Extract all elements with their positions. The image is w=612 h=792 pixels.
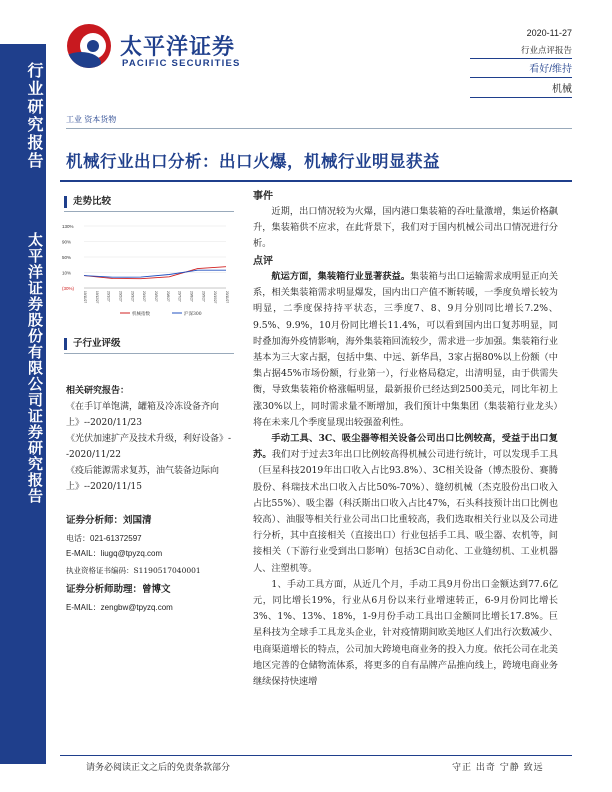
analyst-name: 证券分析师：刘国清 xyxy=(66,515,152,526)
paragraph-containers: 航运方面，集装箱行业显著获益。集装箱与出口运输需求成明显正向关系，相关集装箱需求明显爆发，国内出口产值不断转暖，一季度负增长较为明显，二季度保持持平状态，三季度7、8、9月分别同比增长7.2%、9.5%、9.9%，10月份同比增长11.4%，可以看到国内出口复苏明显，同时叠加海外疫情影响，海外集装箱回流较少，需求进一步加强。集装箱行业基本为三大家占据，包括中集、中远、新华昌，3家占据80%以上份额（中集占据45%市场份额，行业第一），行业格局稳定，出清明显，由于供需失衡，导致集装箱价格涨幅明显，最新报价已经达到2500美元，同比年初上涨30%以上，同时需求量不断增加，我们预计中集集团（集装箱行业龙头）将在未来几个季度显现出较强盈利性。 xyxy=(253,271,559,428)
footer-motto: 守正 出奇 宁静 致远 xyxy=(452,763,544,773)
x-tick-label: 20/3/27 xyxy=(130,291,135,302)
comment-heading: 点评 xyxy=(253,256,273,267)
event-text: 近期，出口情况较为火爆，国内港口集装箱的吞吐量激增，集运价格飙升，集装箱供不应求，在此背景下，我们对于国内机械公司出口情况进行分析。 xyxy=(253,206,558,250)
x-tick-label: 20/8/27 xyxy=(189,291,194,302)
trend-chart xyxy=(60,218,230,318)
brand-name-cn: 太平洋证券 xyxy=(120,34,236,59)
footer-disclaimer: 请务必阅读正文之后的免责条款部分 xyxy=(86,763,231,773)
x-tick-label: 20/1/27 xyxy=(106,291,111,302)
band-title-bottom: 太平洋证券股份有限公司证券研究报告 xyxy=(26,232,44,504)
brand-logo-icon xyxy=(67,24,111,68)
x-tick-label: 20/5/27 xyxy=(154,291,158,302)
related-heading: 相关研究报告： xyxy=(66,386,130,396)
body-text xyxy=(253,269,558,690)
assistant-email[interactable]: E-MAIL：zengbw@tpyzq.com xyxy=(66,603,173,612)
band-title-top: 行业研究报告 xyxy=(25,62,44,170)
x-tick-label: 20/6/27 xyxy=(165,291,170,302)
related-item[interactable]: 《在手订单饱满，罐箱及冷冻设备齐向上》--2020/11/23 xyxy=(66,402,220,428)
analyst-license: 执业资格证书编码：S1190517040001 xyxy=(66,566,201,575)
legend-label: 沪深300 xyxy=(184,312,202,317)
analyst-email[interactable]: E-MAIL：liugq@tpyzq.com xyxy=(66,549,163,558)
sub-rating-heading: 子行业评级 xyxy=(64,335,121,350)
trend-heading: 走势比较 xyxy=(64,193,111,208)
page-title: 机械行业出口分析：出口火爆，机械行业明显获益 xyxy=(66,152,440,171)
analyst-phone: 电话：021-61372597 xyxy=(66,534,142,543)
related-list xyxy=(66,399,238,495)
y-tick-label: (30%) xyxy=(62,286,75,291)
paragraph-tools: 手动工具、3C、吸尘器等相关设备公司出口比例较高，受益于出口复苏。我们对于过去3年出口比例较高得机械公司进行统计，可以发现手工具（巨星科技2019年出口收入占比93.8%）、3C相关设备（博杰股份、赛腾股份、科瑞技术出口收入占比50%-70%）、缝纫机械（杰克股份出口收入占比55%）、吸尘器（科沃斯出口收入占比47%，石头科技预计出口比例也较高）、油服等相关行业公司出口比重较高，我们选取相关行业以及公司进行分析，其中直接相关（直接出口）行业包括手工具、吸尘器、农机等，间接相关（下游行业受到出口影响）包括3C自动化、工业缝纫机、工业机器人、注塑机等。 xyxy=(253,433,558,574)
x-tick-label: 19/12/27 xyxy=(94,291,99,304)
related-item[interactable]: 《光伏加速扩产及技术升级，利好设备》--2020/11/22 xyxy=(66,434,232,460)
report-type: 行业点评报告 xyxy=(520,45,572,55)
y-tick-label: 10% xyxy=(62,270,72,276)
x-tick-label: 20/4/27 xyxy=(142,291,147,302)
event-heading: 事件 xyxy=(253,191,273,202)
rating: 看好/维持 xyxy=(529,64,572,75)
assistant-name: 证券分析师助理：曾博文 xyxy=(66,584,171,595)
report-date: 2020-11-27 xyxy=(526,28,572,38)
x-tick-label: 20/2/27 xyxy=(118,291,123,302)
y-tick-label: 130% xyxy=(62,224,74,229)
legend-label: 机械指数 xyxy=(132,312,150,317)
paragraph-hand-tools: 1、手动工具方面，从近几个月，手动工具9月份出口金额达到77.6亿元，同比增长19%，行业从6月份以来行业增速转正，6-9月份同比增长3%、1%、13%、18%，1-9月份手动工具出口金额同比增长17.8%。巨星科技为全球手工具龙头企业，针对疫情期间欧美地区人们出行次数减少、电商渠道增长的特点，公司加大跨境电商业务的投入力度。依托公司在北美地区完善的仓储物流体系，将更多的自有品牌产品推向线上，跨境电商业务继续保持快速增 xyxy=(253,578,558,688)
series-line xyxy=(84,270,226,277)
x-tick-label: 20/7/27 xyxy=(177,291,182,302)
sector: 机械 xyxy=(552,84,572,95)
x-tick-label: 20/9/27 xyxy=(201,291,206,302)
y-tick-label: 50% xyxy=(62,255,72,260)
y-tick-label: 90% xyxy=(62,239,72,245)
x-tick-label: 20/11/27 xyxy=(225,291,229,304)
x-tick-label: 20/10/27 xyxy=(213,291,218,304)
related-item[interactable]: 《疫后能源需求复苏，油气装备边际向上》--2020/11/15 xyxy=(66,466,220,492)
x-tick-label: 19/11/27 xyxy=(83,291,87,304)
brand-name-en: PACIFIC SECURITIES xyxy=(122,58,241,69)
category: 工业 资本货物 xyxy=(66,115,117,124)
